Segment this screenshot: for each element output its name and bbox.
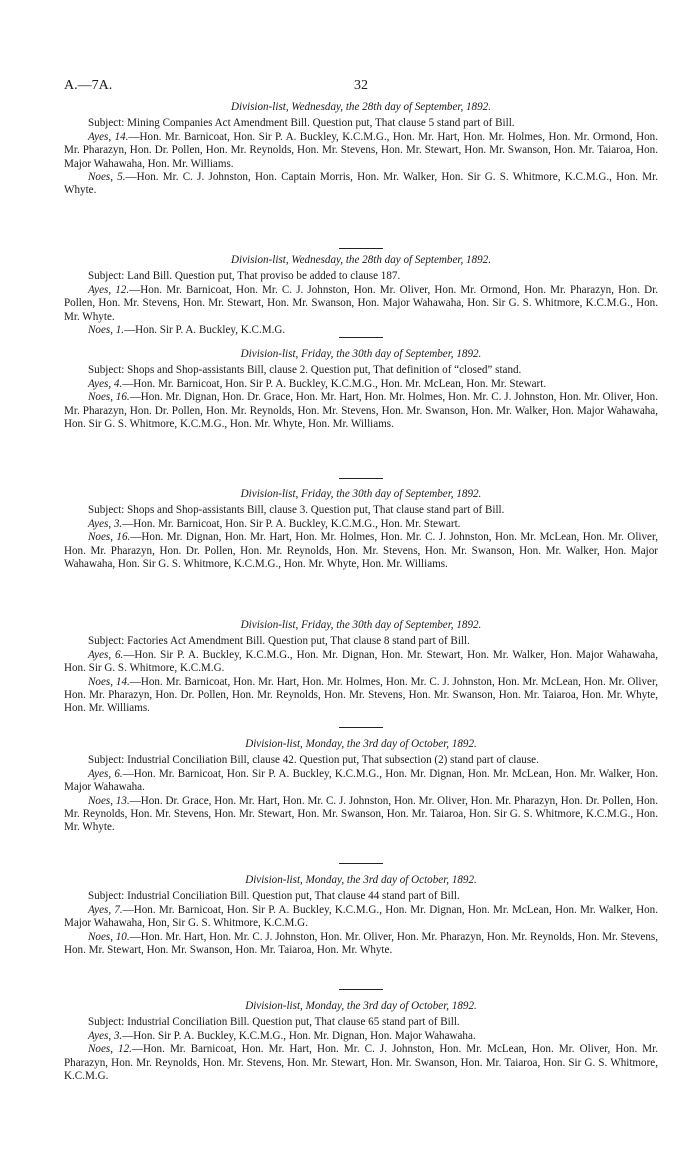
division-title: Division-list, Monday, the 3rd day of October, 1892. xyxy=(245,1000,477,1012)
division-list xyxy=(64,1000,658,1083)
section-divider xyxy=(339,337,383,338)
ayes-names: —Hon. Mr. Barnicoat, Hon. Sir P. A. Buckley, K.C.M.G., Hon. Mr. Dignan, Hon. Mr. McLean, Hon. Mr. Walker, Hon. Major Wahawaha, Hon, Sir G. S. Whitmore, K.C.M.G. xyxy=(64,903,658,930)
ayes-label: Ayes, 14. xyxy=(88,130,129,143)
ayes-names: —Hon. Mr. Barnicoat, Hon. Sir P. A. Buckley, K.C.M.G., Hon. Mr. Dignan, Hon. Mr. McLean, Hon. Mr. Walker, Hon. Major Wahawaha. xyxy=(64,767,658,794)
noes-names: —Hon. Dr. Grace, Hon. Mr. Hart, Hon. Mr. C. J. Johnston, Hon. Mr. Oliver, Hon. Mr. Pharazyn, Hon. Dr. Pollen, Hon. Mr. Reynolds, Hon. Mr. Stevens, Hon. Mr. Stewart, Hon. Mr. Swanson, Hon. Mr. Taiaroa, Hon. Sir G. S. Whitmore, K.C.M.G., Hon. Mr. Whyte. xyxy=(64,794,658,834)
ayes-names: —Hon. Mr. Barnicoat, Hon. Sir P. A. Buckley, K.C.M.G., Hon. Mr. Hart, Hon. Mr. Holmes, Hon. Mr. Ormond, Hon. Mr. Pharazyn, Hon. Dr. Pollen, Hon. Mr. Reynolds, Hon. Mr. Stevens, Hon. Mr. Stewart, Hon. Mr. Swanson, Hon. Mr. Taiaroa, Hon. Major Wahawaha, Hon. Mr. Williams. xyxy=(64,130,659,170)
division-list xyxy=(64,488,658,571)
division-ayes xyxy=(64,518,658,531)
noes-names: —Hon. Mr. Dignan, Hon. Mr. Hart, Hon. Mr. Holmes, Hon. Mr. C. J. Johnston, Hon. Mr. McLean, Hon. Mr. Oliver, Hon. Mr. Pharazyn, Hon. Dr. Pollen, Hon. Mr. Reynolds, Hon. Mr. Stevens, Hon. Mr. Swanson, Hon. Mr. Walker, Hon. Major Wahawaha, Hon. Sir G. S. Whitmore, K.C.M.G., Hon. Mr. Whyte, Hon. Mr. Williams. xyxy=(64,531,658,571)
division-title: Division-list, Friday, the 30th day of September, 1892. xyxy=(240,348,482,360)
page-header xyxy=(64,78,658,94)
section-divider xyxy=(339,989,383,990)
ayes-names: —Hon. Sir P. A. Buckley, K.C.M.G., Hon. Mr. Dignan, Hon. Major Wahawaha. xyxy=(122,1029,476,1042)
division-subject: Subject: Factories Act Amendment Bill. Question put, That clause 8 stand part of Bill. xyxy=(88,635,470,648)
noes-label: Noes, 14. xyxy=(88,675,130,688)
division-noes xyxy=(64,531,658,571)
ayes-label: Ayes, 3. xyxy=(88,517,123,530)
noes-label: Noes, 1. xyxy=(88,324,125,337)
noes-label: Noes, 16. xyxy=(88,531,131,544)
division-ayes xyxy=(64,1030,658,1043)
division-noes xyxy=(64,391,658,431)
division-list xyxy=(64,738,658,835)
ayes-names: —Hon. Mr. Barnicoat, Hon. Sir P. A. Buckley, K.C.M.G., Hon. Mr. McLean, Hon. Mr. Stewart. xyxy=(122,377,547,390)
division-ayes xyxy=(64,284,658,324)
division-title: Division-list, Wednesday, the 28th day of September, 1892. xyxy=(231,101,491,113)
section-divider xyxy=(339,727,383,728)
section-divider xyxy=(339,248,383,249)
noes-label: Noes, 16. xyxy=(88,391,130,404)
division-noes xyxy=(64,931,658,958)
division-list xyxy=(64,101,658,198)
division-noes xyxy=(64,171,658,198)
division-subject: Subject: Mining Companies Act Amendment Bill. Question put, That clause 5 stand part of Bill. xyxy=(88,117,515,130)
division-title: Division-list, Monday, the 3rd day of October, 1892. xyxy=(245,738,477,750)
division-title: Division-list, Friday, the 30th day of September, 1892. xyxy=(240,619,482,631)
division-title: Division-list, Wednesday, the 28th day of September, 1892. xyxy=(231,254,491,266)
noes-names: —Hon. Sir P. A. Buckley, K.C.M.G. xyxy=(124,324,286,337)
document-reference: A.—7A. xyxy=(64,78,113,93)
division-list xyxy=(64,619,658,716)
noes-names: —Hon. Mr. C. J. Johnston, Hon. Captain Morris, Hon. Mr. Walker, Hon. Sir G. S. Whitmore, K.C.M.G., Hon. Mr. Whyte. xyxy=(64,171,658,197)
division-subject: Subject: Land Bill. Question put, That proviso be added to clause 187. xyxy=(88,270,401,283)
division-subject: Subject: Industrial Conciliation Bill. Question put, That clause 65 stand part of Bill. xyxy=(88,1016,460,1029)
division-list xyxy=(64,874,658,957)
ayes-names: —Hon. Mr. Barnicoat, Hon. Mr. C. J. Johnston, Hon. Mr. Oliver, Hon. Mr. Ormond, Hon. Mr. Pharazyn, Hon. Dr. Pollen, Hon. Mr. Stevens, Hon. Mr. Stewart, Hon. Mr. Swanson, Hon. Major Wahawaha, Hon. Sir G. S. Whitmore, K.C.M.G., Hon. Mr. Whyte. xyxy=(64,283,658,323)
division-noes xyxy=(64,795,658,835)
noes-label: Noes, 12. xyxy=(88,1043,132,1056)
division-subject: Subject: Industrial Conciliation Bill. Question put, That clause 44 stand part of Bill. xyxy=(88,890,460,903)
ayes-label: Ayes, 12. xyxy=(88,283,130,296)
ayes-names: —Hon. Mr. Barnicoat, Hon. Sir P. A. Buckley, K.C.M.G., Hon. Mr. Stewart. xyxy=(122,517,461,530)
noes-label: Noes, 5. xyxy=(88,171,126,184)
ayes-label: Ayes, 3. xyxy=(88,1029,123,1042)
division-ayes xyxy=(64,904,658,931)
division-noes xyxy=(64,1043,658,1083)
ayes-label: Ayes, 7. xyxy=(88,903,123,916)
page-number: 32 xyxy=(354,78,368,93)
division-ayes xyxy=(64,131,658,171)
division-list xyxy=(64,254,658,337)
division-subject: Subject: Shops and Shop-assistants Bill, clause 2. Question put, That definition of “closed” stand. xyxy=(88,364,522,377)
noes-names: —Hon. Mr. Barnicoat, Hon. Mr. Hart, Hon. Mr. C. J. Johnston, Hon. Mr. McLean, Hon. Mr. Oliver, Hon. Mr. Pharazyn, Hon. Mr. Reynolds, Hon. Mr. Stevens, Hon. Mr. Stewart, Hon. Mr. Swanson, Hon. Mr. Taiaroa, Hon. Sir G. S. Whitmore, K.C.M.G. xyxy=(64,1043,658,1083)
division-title: Division-list, Monday, the 3rd day of October, 1892. xyxy=(245,874,477,886)
noes-names: —Hon. Mr. Dignan, Hon. Dr. Grace, Hon. Mr. Hart, Hon. Mr. Holmes, Hon. Mr. C. J. Johnston, Hon. Mr. Oliver, Hon. Mr. Pharazyn, Hon. Dr. Pollen, Hon. Mr. Reynolds, Hon. Mr. Stevens, Hon. Mr. Swanson, Hon. Mr. Walker, Hon. Major Wahawaha, Hon. Sir G. S. Whitmore, K.C.M.G., Hon. Mr. Whyte, Hon. Mr. Williams. xyxy=(64,391,658,431)
division-subject: Subject: Industrial Conciliation Bill, clause 42. Question put, That subsection (2) stand part of clause. xyxy=(88,754,539,767)
ayes-label: Ayes, 6. xyxy=(88,648,124,661)
division-ayes xyxy=(64,378,658,391)
noes-label: Noes, 13. xyxy=(88,794,130,807)
division-title: Division-list, Friday, the 30th day of September, 1892. xyxy=(240,488,482,500)
division-ayes xyxy=(64,649,658,676)
ayes-label: Ayes, 4. xyxy=(88,377,123,390)
ayes-names: —Hon. Sir P. A. Buckley, K.C.M.G., Hon. Mr. Dignan, Hon. Mr. Stewart, Hon. Mr. Walker, Hon. Major Wahawaha, Hon. Sir G. S. Whitmore, K.C.M.G. xyxy=(64,648,658,675)
section-divider xyxy=(339,863,383,864)
division-ayes xyxy=(64,768,658,795)
division-subject: Subject: Shops and Shop-assistants Bill, clause 3. Question put, That clause stand part of Bill. xyxy=(88,504,505,517)
ayes-label: Ayes, 6. xyxy=(88,767,123,780)
division-noes xyxy=(64,324,658,337)
division-noes xyxy=(64,676,658,716)
division-list xyxy=(64,348,658,431)
noes-label: Noes, 10. xyxy=(88,930,130,943)
noes-names: —Hon. Mr. Hart, Hon. Mr. C. J. Johnston, Hon. Mr. Oliver, Hon. Mr. Pharazyn, Hon. Mr. Reynolds, Hon. Mr. Stevens, Hon. Mr. Stewart, Hon. Mr. Swanson, Hon. Mr. Taiaroa, Hon. Mr. Whyte. xyxy=(64,930,658,957)
noes-names: —Hon. Mr. Barnicoat, Hon. Mr. Hart, Hon. Mr. Holmes, Hon. Mr. C. J. Johnston, Hon. Mr. McLean, Hon. Mr. Oliver, Hon. Mr. Pharazyn, Hon. Dr. Pollen, Hon. Mr. Reynolds, Hon. Mr. Stevens, Hon. Mr. Swanson, Hon. Mr. Taiaroa, Hon. Mr. Whyte, Hon. Mr. Williams. xyxy=(64,675,658,715)
section-divider xyxy=(339,478,383,479)
